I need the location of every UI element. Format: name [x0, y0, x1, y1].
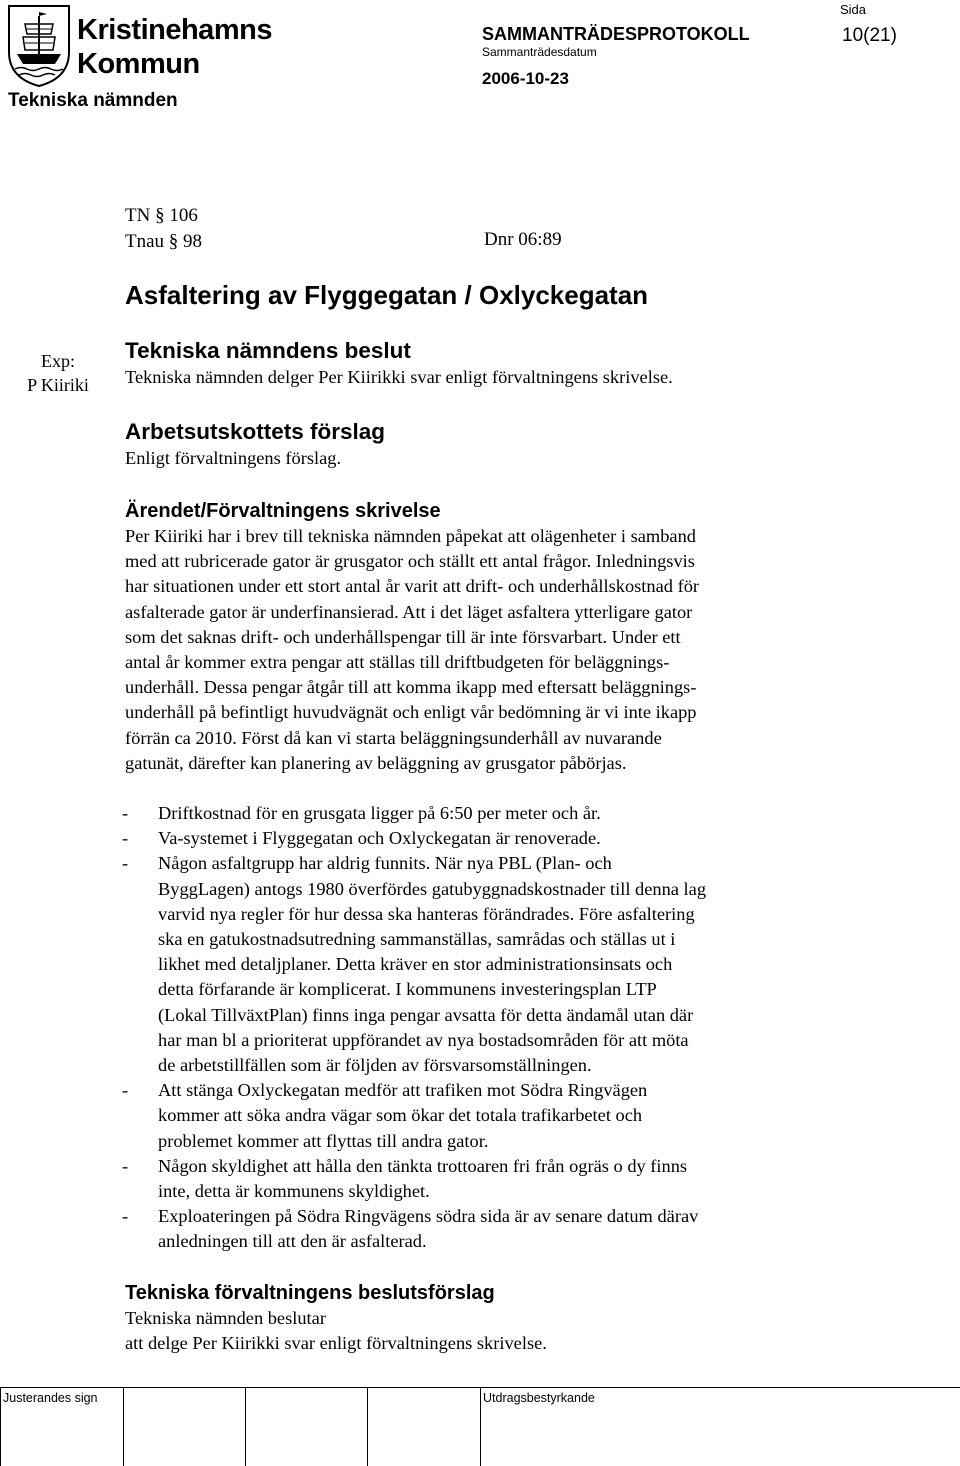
date-label: Sammanträdesdatum: [482, 45, 597, 59]
list-item: [122, 1204, 706, 1254]
list-item: [122, 1078, 706, 1154]
list-item: [122, 851, 706, 1078]
signature-cell: [245, 1388, 246, 1466]
matter-line: asfalterade gator är underfinansierad. Att i det läget asfaltera ytterligare gator: [125, 601, 693, 622]
list-item-line: (Lokal TillväxtPlan) finns inga pengar avsatta för detta ändamål utan där: [158, 1004, 694, 1025]
matter-line: med att rubricerade gator är grusgator och ställt ett antal frågor. Inledningsvis: [125, 551, 695, 572]
bullet-dash: -: [122, 803, 129, 823]
tn-reference: TN § 106: [125, 205, 198, 226]
list-item: [122, 826, 706, 851]
signature-cell: [367, 1388, 368, 1466]
matter-section: [125, 498, 825, 776]
bullet-list: [122, 801, 706, 1255]
page-label: Sida: [840, 2, 867, 17]
list-item-line: detta förfarande är komplicerat. I kommunens investeringsplan LTP: [158, 979, 657, 1000]
extract-label: Utdragsbestyrkande: [483, 1391, 595, 1405]
matter-line: gatunät, därefter kan planering av beläggning av grusgator påbörjas.: [125, 752, 627, 773]
list-item-line: Någon asfaltgrupp har aldrig funnits. När nya PBL (Plan- och: [158, 853, 612, 874]
bullet-dash: -: [122, 1080, 129, 1101]
list-item-line: anledningen till att den är asfalterad.: [158, 1231, 427, 1252]
list-item-line: ByggLagen) antogs 1980 överfördes gatubyggnadskostnader till denna lag: [158, 878, 707, 899]
list-item-line: har man bl a prioriterat uppförandet av nya bostadsområden för att möta: [158, 1029, 689, 1050]
administration-proposal-heading: Tekniska förvaltningens beslutsförslag: [125, 1282, 495, 1304]
signature-cell: [0, 1388, 1, 1466]
matter-line: har situationen under ett stort antal år varit att drift- och underhållskostnad för: [125, 576, 700, 597]
matter-line: som det saknas drift- och underhållspengar till är inte försvarbart. Under ett: [125, 626, 681, 647]
matter-line: Per Kiiriki har i brev till tekniska nämnden påpekat att olägenheter i samband: [125, 526, 696, 546]
administration-proposal-section: [125, 1280, 825, 1356]
page-number: 10(21): [842, 25, 897, 46]
list-item-line: Va-systemet i Flyggegatan och Oxlyckegatan är renoverade.: [158, 828, 601, 849]
matter-line: underhåll. Dessa pengar åtgår till att komma ikapp med eftersatt beläggnings-: [125, 677, 697, 698]
list-item-line: Att stänga Oxlyckegatan medför att trafiken mot Södra Ringvägen: [158, 1080, 648, 1101]
bullet-dash: -: [122, 828, 129, 849]
list-item-line: likhet med detaljplaner. Detta kräver en stor administrationsinsats och: [158, 954, 673, 975]
list-item-line: kommer att söka andra vägar som ökar det totala trafikarbetet och: [158, 1105, 643, 1126]
bullet-dash: -: [122, 853, 129, 874]
bullet-dash: -: [122, 1206, 129, 1227]
committee-name: Tekniska nämnden: [8, 90, 178, 111]
decision-text: Tekniska nämnden delger Per Kiirikki svar enligt förvaltningens skrivelse.: [125, 367, 673, 387]
diary-number: Dnr 06:89: [484, 229, 562, 250]
logo-name-line2: Kommun: [77, 48, 200, 80]
matter-title: Asfaltering av Flyggegatan / Oxlyckegatan: [125, 280, 649, 310]
expedition-note: [8, 349, 108, 397]
committee-proposal-heading: Arbetsutskottets förslag: [125, 419, 386, 444]
matter-heading: Ärendet/Förvaltningens skrivelse: [125, 500, 441, 522]
document-title: SAMMANTRÄDESPROTOKOLL: [482, 24, 750, 44]
list-item-line: Exploateringen på Södra Ringvägens södra sida är av senare datum därav: [158, 1206, 699, 1227]
list-item-line: Någon skyldighet att hålla den tänkta trottoaren fri från ogräs o dy finns: [158, 1155, 688, 1176]
expedition-label: Exp:: [41, 351, 75, 371]
list-item-line: inte, detta är kommunens skyldighet.: [158, 1181, 430, 1202]
signature-cell: [123, 1388, 124, 1466]
administration-proposal-line: att delge Per Kiirikki svar enligt förvaltningens skrivelse.: [125, 1333, 547, 1354]
decision-heading: Tekniska nämndens beslut: [125, 338, 411, 363]
logo-name-line1: Kristinehamns: [77, 14, 272, 46]
committee-proposal-text: Enligt förvaltningens förslag.: [125, 448, 342, 468]
signers-label: Justerandes sign: [3, 1391, 98, 1405]
committee-proposal-section: [125, 418, 825, 471]
meeting-date: 2006-10-23: [482, 69, 569, 88]
list-item-line: varvid nya regler för hur dessa ska hanteras förändrades. Före asfaltering: [158, 903, 695, 924]
expedition-recipient: P Kiiriki: [27, 375, 89, 395]
decision-section: [125, 337, 825, 390]
extract-cell: [480, 1388, 481, 1466]
municipality-logo: [5, 4, 272, 88]
list-item-line: Driftkostnad för en grusgata ligger på 6:50 per meter och år.: [158, 803, 601, 823]
list-item: [122, 1154, 706, 1204]
list-item-line: ska en gatukostnadsutredning sammanställas, samrådas och ställas ut i: [158, 929, 676, 950]
list-item-line: de arbetstillfällen som är följden av försvarsomställningen.: [158, 1055, 592, 1076]
tnau-reference: Tnau § 98: [125, 231, 203, 252]
matter-line: underhåll på befintligt huvudvägnät och enligt vår bedömning är vi inte ikapp: [125, 702, 697, 723]
bullet-dash: -: [122, 1155, 129, 1176]
paragraph-references: [125, 203, 202, 255]
administration-proposal-line: Tekniska nämnden beslutar: [125, 1308, 326, 1328]
list-item: [122, 801, 706, 826]
list-item-line: problemet kommer att flyttas till andra gator.: [158, 1130, 489, 1151]
matter-line: antal år kommer extra pengar att ställas till driftbudgeten för beläggnings-: [125, 652, 670, 673]
matter-line: förrän ca 2010. Först då kan vi starta beläggningsunderhåll av nuvarande: [125, 727, 662, 748]
